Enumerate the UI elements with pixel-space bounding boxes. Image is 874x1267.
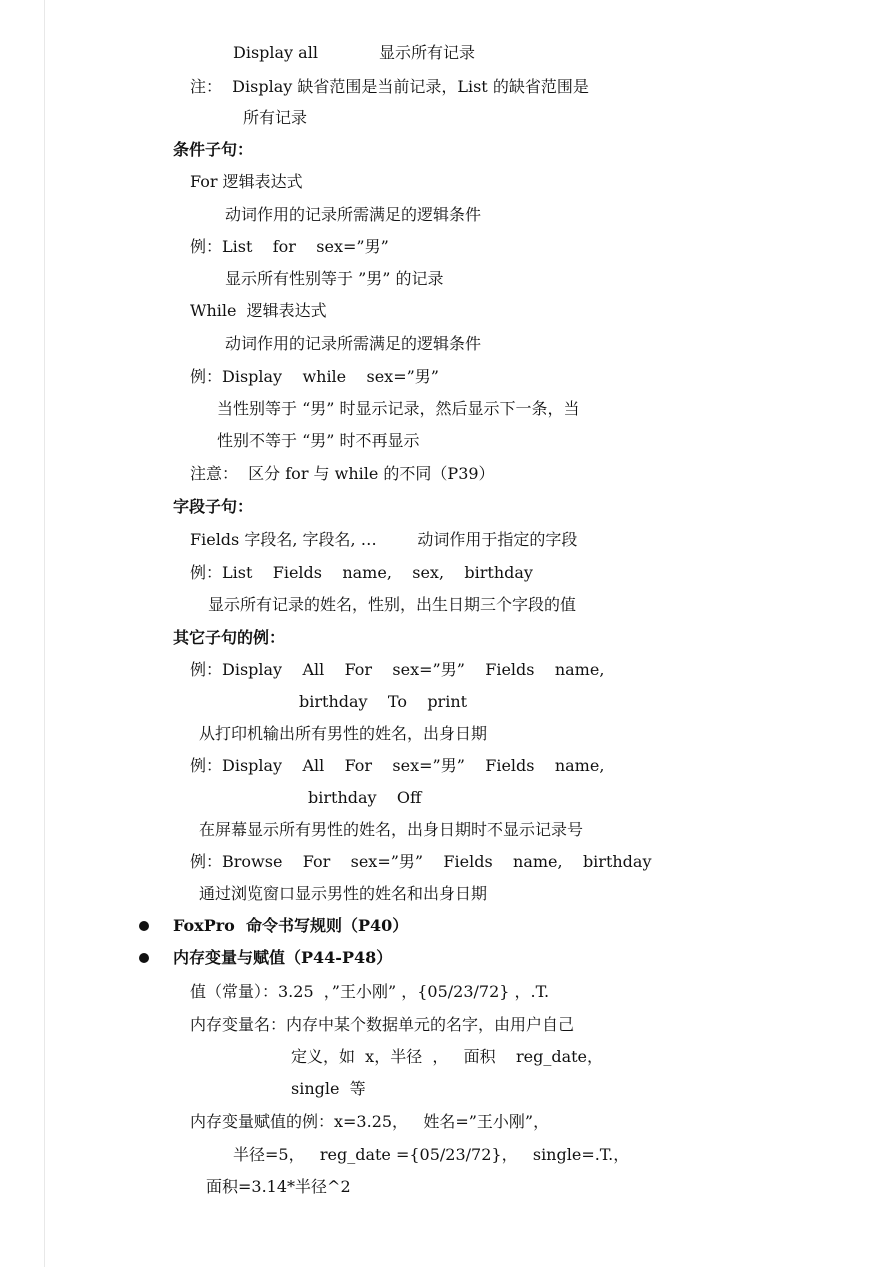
text-line-for-example-desc: 显示所有性别等于 ”男” 的记录 <box>225 269 444 288</box>
text-line-other-example-1: 例：Display All For sex=”男” Fields name, <box>190 660 605 679</box>
text-line-while-expr: While 逻辑表达式 <box>190 301 327 320</box>
text-line-other-example-1-desc: 从打印机输出所有男性的姓名，出身日期 <box>199 724 488 743</box>
text-line-for-desc: 动词作用的记录所需满足的逻辑条件 <box>225 205 482 224</box>
bullet-icon <box>139 953 149 963</box>
text-line-fields-syntax: Fields 字段名, 字段名, … 动词作用于指定的字段 <box>190 530 578 549</box>
text-line-all-records: 所有记录 <box>243 108 308 127</box>
text-line-other-example-2-desc: 在屏幕显示所有男性的姓名，出身日期时不显示记录号 <box>199 820 584 839</box>
heading-other-clauses: 其它子句的例： <box>173 628 286 647</box>
text-line-while-desc: 动词作用的记录所需满足的逻辑条件 <box>225 334 482 353</box>
bullet-icon <box>139 921 149 931</box>
text-line-note-for-while: 注意： 区分 for 与 while 的不同（P39） <box>190 464 495 483</box>
text-line-var-name-def: 内存变量名：内存中某个数据单元的名字，由用户自己 <box>190 1015 575 1034</box>
text-line-other-example-3: 例：Browse For sex=”男” Fields name, birthday <box>190 852 652 871</box>
text-line-fields-example-desc: 显示所有记录的姓名，性别，出生日期三个字段的值 <box>208 595 577 614</box>
text-line-other-example-1-cont: birthday To print <box>299 692 468 711</box>
text-line-constant-values: 值（常量）：3.25 ，”王小刚” ，{05/23/72} ，.T. <box>190 982 550 1001</box>
text-line-other-example-2-cont: birthday Off <box>308 788 422 807</box>
text-line-assign-example-end: 面积=3.14*半径^2 <box>206 1177 351 1196</box>
text-line-fields-example: 例：List Fields name, sex, birthday <box>190 563 533 582</box>
text-line-other-example-3-desc: 通过浏览窗口显示男性的姓名和出身日期 <box>199 884 488 903</box>
text-line-note-display: 注： Display 缺省范围是当前记录，List 的缺省范围是 <box>190 77 589 96</box>
text-line-display-all: Display all 显示所有记录 <box>233 43 475 62</box>
heading-condition-clause: 条件子句： <box>173 140 254 159</box>
scan-edge-line <box>44 0 45 1267</box>
text-line-assign-example: 内存变量赋值的例：x=3.25， 姓名=”王小刚”， <box>190 1112 550 1131</box>
text-line-for-expr: For 逻辑表达式 <box>190 172 303 191</box>
text-line-while-example: 例：Display while sex=”男” <box>190 367 439 386</box>
text-line-other-example-2: 例：Display All For sex=”男” Fields name, <box>190 756 605 775</box>
heading-memory-variables: 内存变量与赋值（P44-P48） <box>173 948 393 967</box>
text-line-while-example-desc-1: 当性别等于 “男” 时显示记录，然后显示下一条，当 <box>217 399 580 418</box>
text-line-for-example: 例：List for sex=”男” <box>190 237 389 256</box>
text-line-var-name-def-end: single 等 <box>291 1079 366 1098</box>
heading-foxpro-rules: FoxPro 命令书写规则（P40） <box>173 916 409 935</box>
text-line-var-name-def-cont: 定义，如 x，半径 ， 面积 reg_date， <box>291 1047 604 1066</box>
heading-field-clause: 字段子句： <box>173 497 254 516</box>
text-line-assign-example-cont: 半径=5， reg_date ={05/23/72}， single=.T.， <box>233 1145 630 1164</box>
text-line-while-example-desc-2: 性别不等于 “男” 时不再显示 <box>217 431 420 450</box>
